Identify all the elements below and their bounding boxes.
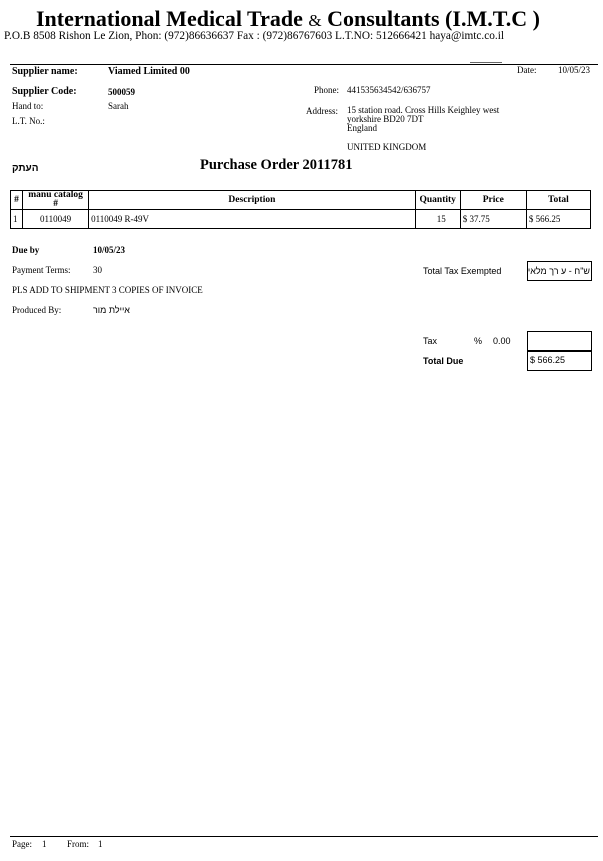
due-by-label: Due by [12, 245, 40, 255]
items-table [10, 190, 591, 229]
produced-by-label: Produced By: [12, 305, 62, 315]
tax-exempted-box [527, 261, 592, 281]
company-name-part2: Consultants (I.M.T.C ) [327, 6, 540, 31]
cell-total: $ 566.25 [526, 210, 590, 229]
from-value: 1 [98, 839, 103, 849]
tax-percent-sign: % [474, 336, 483, 346]
col-header-catalog [23, 191, 89, 210]
date-value: 10/05/23 [558, 65, 591, 75]
page-label: Page: [12, 839, 32, 849]
cell-price: $ 37.75 [460, 210, 526, 229]
cell-description: 0110049 R-49V [89, 210, 416, 229]
cell-quantity: 15 [415, 210, 460, 229]
total-due-value: $ 566.25 [530, 355, 566, 365]
total-due-label: Total Due [423, 356, 464, 366]
copy-label: העתק [12, 163, 39, 174]
tax-label: Tax [423, 336, 438, 346]
address-block [347, 106, 499, 133]
payment-terms-value: 30 [93, 265, 102, 275]
supplier-name-value: Viamed Limited 00 [108, 66, 190, 77]
tax-percent-value: 0.00 [493, 336, 511, 346]
table-row [11, 210, 591, 229]
address-line-3: England [347, 123, 377, 133]
page-value: 1 [42, 839, 47, 849]
date-label: Date: [517, 65, 537, 75]
company-contact-line: P.O.B 8508 Rishon Le Zion, Phon: (972)86636637 Fax : (972)86767603 L.T.NO: 512666421 haya@imtc.co.il [4, 30, 505, 42]
supplier-code-label: Supplier Code: [12, 86, 77, 97]
payment-terms-label: Payment Terms: [12, 265, 71, 275]
col-header-catalog-line1: manu catalog [28, 190, 83, 200]
hand-to-label: Hand to: [12, 101, 44, 111]
from-label: From: [67, 839, 90, 849]
tax-exempted-value: ש"ח - ע רך מלאי [527, 266, 590, 276]
lt-no-label: L.T. No.: [12, 116, 45, 126]
cell-num: 1 [11, 210, 23, 229]
supplier-name-label: Supplier name: [12, 66, 78, 77]
address-line-1: 15 station road. Cross Hills Keighley west [347, 105, 500, 115]
footer-divider [10, 836, 598, 837]
company-name-amp: & [308, 11, 322, 30]
company-name-part1: International Medical Trade [36, 6, 303, 31]
tax-value-box [527, 331, 592, 351]
company-name [36, 6, 540, 32]
col-header-price: Price [460, 191, 526, 210]
col-header-catalog-line2: # [53, 199, 58, 209]
produced-by-value: איילת מור [93, 305, 130, 315]
col-header-total: Total [526, 191, 590, 210]
table-header-row [11, 191, 591, 210]
total-due-box [527, 351, 592, 371]
shipment-note: PLS ADD TO SHIPMENT 3 COPIES OF INVOICE [12, 285, 203, 295]
col-header-num: # [11, 191, 23, 210]
phone-label: Phone: [314, 85, 340, 95]
col-header-quantity: Quantity [415, 191, 460, 210]
col-header-description: Description [89, 191, 416, 210]
purchase-order-title: Purchase Order 2011781 [200, 157, 353, 173]
header-divider-short [470, 62, 502, 63]
address-label: Address: [306, 106, 338, 116]
cell-catalog: 0110049 [23, 210, 89, 229]
due-by-value: 10/05/23 [93, 245, 126, 255]
address-line-4: UNITED KINGDOM [347, 142, 427, 152]
hand-to-value: Sarah [108, 101, 129, 111]
tax-exempted-label: Total Tax Exempted [423, 266, 502, 276]
phone-value: 441535634542/636757 [347, 85, 431, 95]
supplier-code-value: 500059 [108, 87, 135, 97]
header-divider [10, 64, 598, 65]
address-line-2: yorkshire BD20 7DT [347, 114, 424, 124]
